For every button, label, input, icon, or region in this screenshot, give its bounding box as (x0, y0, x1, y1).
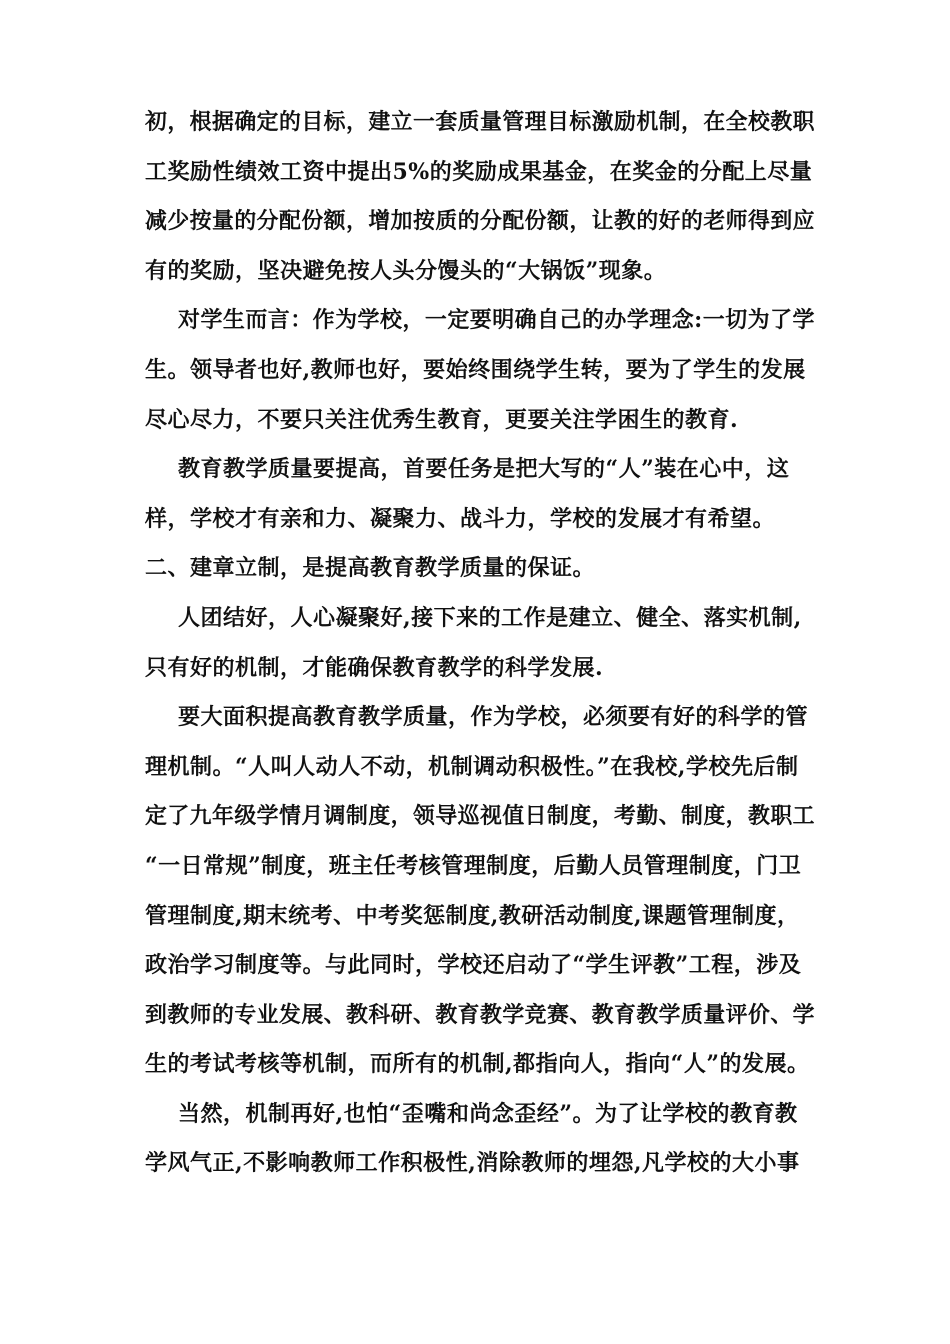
text-line: 人团结好，人心凝聚好,接下来的工作是建立、健全、落实机制, (178, 604, 802, 631)
text-line: 工奖励性绩效工资中提出5%的奖励成果基金，在奖金的分配上尽量 (145, 158, 813, 185)
text-line: 只有好的机制，才能确保教育教学的科学发展. (145, 654, 604, 681)
text-line: 初，根据确定的目标，建立一套质量管理目标激励机制，在全校教职 (145, 109, 815, 135)
text-line: 生的考试考核等机制，而所有的机制,都指向人，指向“人”的发展。 (145, 1051, 810, 1078)
section-heading: 二、建章立制，是提高教育教学质量的保证。 (145, 555, 596, 582)
text-line: 教育教学质量要提高，首要任务是把大写的“人”装在心中，这 (178, 456, 790, 483)
text-line: 理机制。“人叫人动人不动，机制调动积极性。”在我校,学校先后制 (145, 753, 799, 780)
text-line: 到教师的专业发展、教科研、教育教学竞赛、教育教学质量评价、学 (145, 1001, 815, 1028)
text-line: 尽心尽力，不要只关注优秀生教育，更要关注学困生的教育. (145, 406, 739, 433)
text-line: 定了九年级学情月调制度，领导巡视值日制度，考勤、制度，教职工 (145, 803, 815, 830)
text-line: 学风气正,不影响教师工作积极性,消除教师的埋怨,凡学校的大小事 (145, 1150, 800, 1177)
text-line: 政治学习制度等。与此同时，学校还启动了“学生评教”工程，涉及 (145, 952, 802, 979)
text-line: 有的奖励，坚决避免按人头分馒头的“大锅饭”现象。 (145, 257, 667, 284)
text-line: 管理制度,期末统考、中考奖惩制度,教研活动制度,课题管理制度， (145, 902, 800, 929)
text-line: 减少按量的分配份额，增加按质的分配份额，让教的好的老师得到应 (145, 208, 815, 235)
text-line: 当然，机制再好,也怕“歪嘴和尚念歪经”。为了让学校的教育教 (178, 1100, 798, 1127)
text-line: 生。领导者也好,教师也好，要始终围绕学生转，要为了学生的发展 (145, 356, 806, 383)
document-body (145, 98, 815, 1189)
text-line: “一日常规”制度，班主任考核管理制度，后勤人员管理制度，门卫 (145, 852, 802, 879)
text-line: 对学生而言：作为学校，一定要明确自己的办学理念:一切为了学 (178, 307, 815, 334)
text-line: 样，学校才有亲和力、凝聚力、战斗力，学校的发展才有希望。 (145, 505, 776, 532)
text-line: 要大面积提高教育教学质量，作为学校，必须要有好的科学的管 (178, 704, 809, 731)
